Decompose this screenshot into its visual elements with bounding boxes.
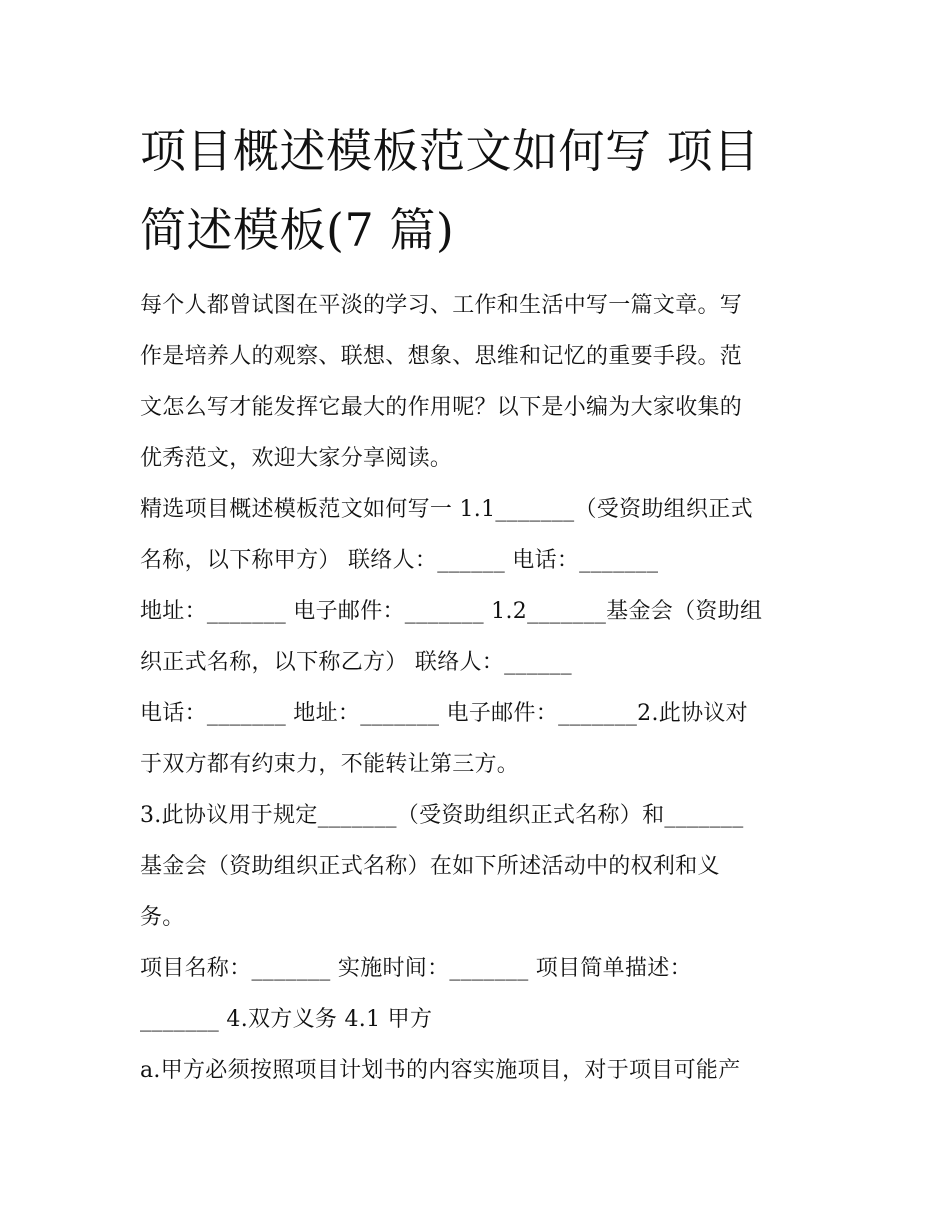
intro-line: 优秀范文，欢迎大家分享阅读。 xyxy=(140,446,453,471)
intro-line: 文怎么写才能发挥它最大的作用呢？以下是小编为大家收集的 xyxy=(140,395,743,420)
body-line: _______ 4.双方义务 4.1 甲方 xyxy=(140,1007,433,1032)
title-line: 项目概述模板范文如何写 项目 xyxy=(140,124,760,178)
title-line: 简述模板(7 篇) xyxy=(140,203,455,257)
body-line: 名称，以下称甲方） 联络人：______ 电话：_______ xyxy=(140,548,659,573)
intro-paragraph xyxy=(140,280,820,484)
body-line: 基金会（资助组织正式名称）在如下所述活动中的权利和义 xyxy=(140,854,720,879)
intro-line: 作是培养人的观察、联想、想象、思维和记忆的重要手段。范 xyxy=(140,344,743,369)
body-line: 电话：_______ 地址：_______ 电子邮件：_______2.此协议对 xyxy=(140,701,748,726)
body-line: 织正式名称，以下称乙方） 联络人：______ xyxy=(140,650,572,675)
body-text xyxy=(140,484,820,1096)
body-line: 于双方都有约束力，不能转让第三方。 xyxy=(140,752,520,777)
document-title xyxy=(140,112,820,270)
body-line: 3.此协议用于规定_______（受资助组织正式名称）和_______ xyxy=(140,803,744,828)
body-line: a.甲方必须按照项目计划书的内容实施项目，对于项目可能产 xyxy=(140,1058,741,1083)
body-line: 精选项目概述模板范文如何写一 1.1_______（受资助组织正式 xyxy=(140,497,753,522)
body-line: 项目名称：_______ 实施时间：_______ 项目简单描述： xyxy=(140,956,692,981)
document-page xyxy=(140,112,820,1096)
body-line: 地址：_______ 电子邮件：_______ 1.2_______基金会（资助组 xyxy=(140,599,763,624)
body-line: 务。 xyxy=(140,905,185,930)
intro-line: 每个人都曾试图在平淡的学习、工作和生活中写一篇文章。写 xyxy=(140,293,743,318)
